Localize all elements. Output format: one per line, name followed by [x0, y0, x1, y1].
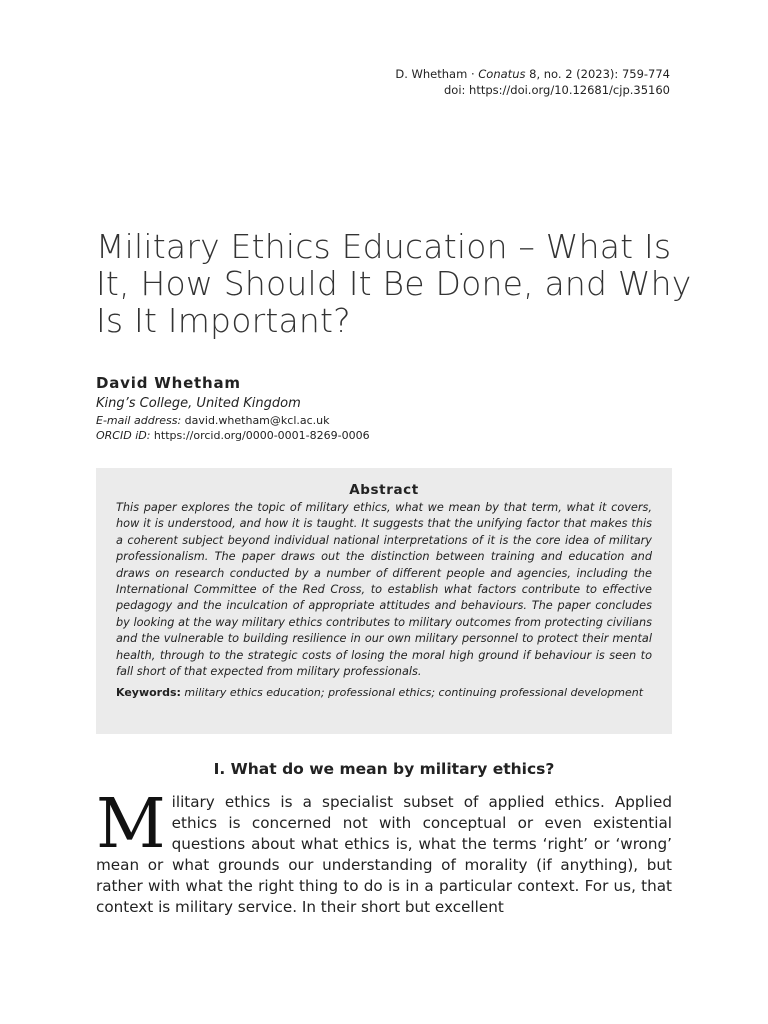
- keywords-line: [116, 686, 652, 699]
- abstract-heading: Abstract: [349, 482, 419, 498]
- drop-cap: M: [96, 785, 166, 864]
- citation-line: [395, 66, 670, 82]
- body-paragraph-text: ilitary ethics is a specialist subset of applied ethics. Applied ethics is concerned not with conceptual or even existential questions about what ethics is, what the terms ‘right’ or ‘wrong’ mean or what grounds our understanding of morality (if anything), but rather with what the right thing to do is in a particular context. For us, that context is military service. In their short but excellent: [96, 793, 672, 916]
- section-heading: I. What do we mean by military ethics?: [213, 760, 555, 778]
- keywords-list: military ethics education; professional ethics; continuing professional development: [180, 686, 644, 700]
- body-paragraph: [96, 785, 672, 918]
- citation-volume: 8, no. 2 (2023): 759-774: [525, 67, 670, 81]
- paper-title: Military Ethics Education – What Is It, How Should It Be Done, and Why Is It Important?: [96, 227, 692, 340]
- citation-doi[interactable]: doi: https://doi.org/10.12681/cjp.35160: [443, 83, 670, 97]
- author-email[interactable]: david.whetham@kcl.ac.uk: [181, 414, 330, 427]
- email-label: E-mail address:: [96, 414, 182, 427]
- abstract-box: [96, 468, 672, 734]
- orcid-label: ORCID iD:: [96, 429, 151, 442]
- author-email-line: [96, 414, 330, 427]
- author-name: David Whetham: [96, 374, 241, 392]
- citation-header: [395, 66, 670, 98]
- abstract-text: This paper explores the topic of military ethics, what we mean by that term, what it covers, how it is understood, and how it is taught. It suggests that the unifying factor that makes this a coherent subject beyond individual national interpretations of it is the core idea of military professionalism. The paper draws out the distinction between training and education and draws on research conducted by a number of different people and agencies, including the International Committee of the Red Cross, to establish what factors contribute to effective pedagogy and the inculcation of appropriate attitudes and behaviours. The paper concludes by looking at the way military ethics contributes to military outcomes from protecting civilians and the vulnerable to building resilience in our own military personnel to protect their mental health, through to the strategic costs of losing the moral high ground if behaviour is seen to fall short of that expected from military professionals.: [116, 501, 652, 679]
- author-orcid[interactable]: https://orcid.org/0000-0001-8269-0006: [150, 429, 370, 442]
- author-orcid-line: [96, 429, 370, 442]
- keywords-label: Keywords:: [116, 686, 181, 700]
- citation-author: D. Whetham ·: [395, 67, 479, 81]
- author-affiliation: King’s College, United Kingdom: [96, 396, 301, 411]
- citation-journal: Conatus: [478, 67, 526, 81]
